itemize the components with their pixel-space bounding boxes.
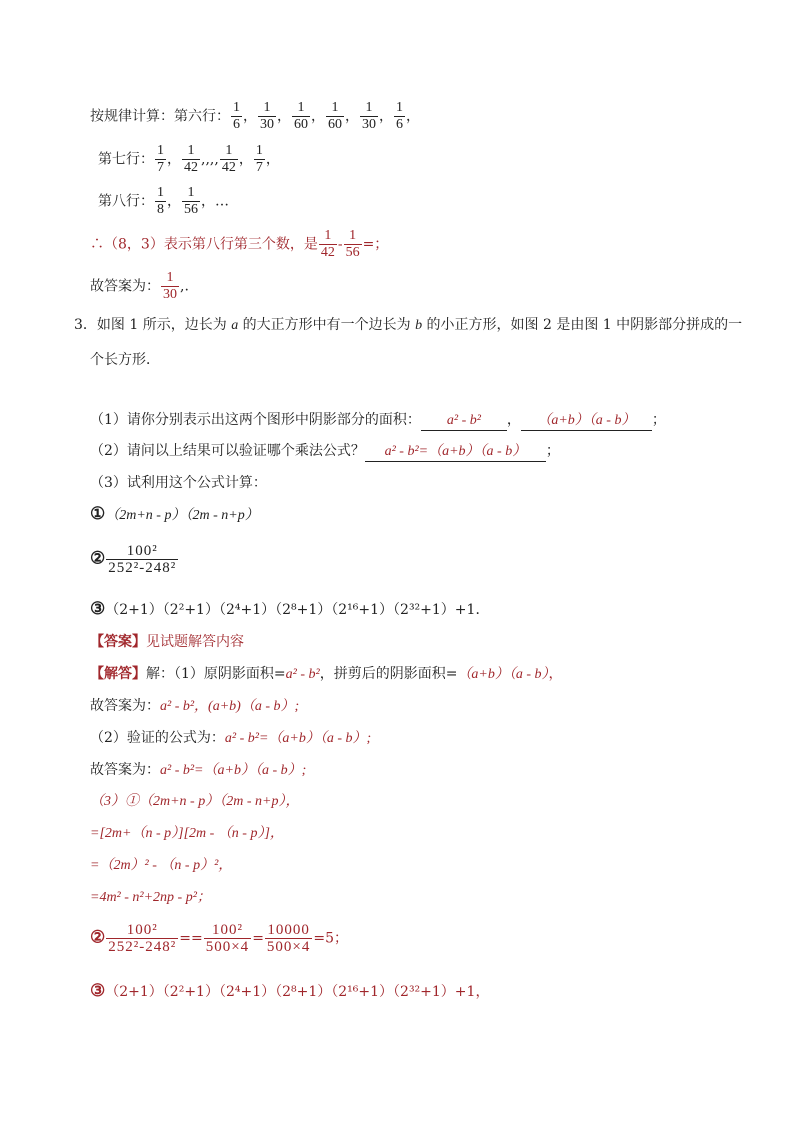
equals-sign: == [179, 930, 203, 947]
answer-tag: 【答案】 [90, 634, 146, 650]
result: =5； [313, 930, 349, 947]
fraction: $\frac{1}{6}$ [396, 100, 403, 132]
solution-text: 故答案为： [90, 762, 160, 778]
part-2 [90, 442, 560, 462]
expression-1: （2m+n - p）（2m - n+p） [105, 508, 259, 523]
fraction: $\frac{1}{42}$ [221, 143, 236, 175]
solution-text: （2）验证的公式为： [90, 730, 225, 746]
circle-3-icon: ③ [90, 599, 106, 619]
fraction: $\frac{1}{56}$ [184, 185, 198, 217]
solution-expr: =[2m+（n - p）][2m - （n - p）]， [90, 826, 284, 841]
solution-line-2 [90, 697, 299, 716]
part-1 [90, 411, 666, 431]
solution-tag: 【解答】 [90, 666, 146, 682]
solution-expr: a² - b²，(a+b)（a - b）; [160, 699, 300, 714]
fraction: $\frac{10000}{500\times 4}$ [266, 922, 311, 955]
fraction: $\frac{1}{42}$ [184, 143, 198, 175]
line-sixth-row: 按规律计算：第六行： $\frac{1}{6}$ ， $\frac{1}{30}$ ， $\frac{1}{60}$ ， $\frac{1}{60}$ ， $\frac{1}{30}$ ， $\frac{1}{6}$ ， [90, 100, 420, 132]
solution-line-3 [90, 729, 371, 748]
line-eighth-row: 第八行： $\frac{1}{8}$ ， $\frac{1}{56}$ ，… [98, 185, 229, 217]
fraction: $\frac{1}{30}$ [260, 100, 274, 132]
sub-2 [90, 543, 179, 576]
circle-1-icon: ① [90, 504, 106, 524]
line-answer-prev [90, 270, 189, 303]
circle-3-icon: ③ [90, 981, 106, 1001]
solution-expr: a² - b²=（a+b）（a - b）; [160, 763, 307, 778]
fraction: $\frac{1}{56}$ [345, 228, 360, 260]
row-seven-label: 第七行： [98, 151, 154, 168]
end-punct: ； [651, 412, 666, 428]
line-therefore [90, 228, 388, 261]
row-six-label: 按规律计算：第六行： [90, 108, 230, 125]
solution-expr: （a+b）（a - b） [457, 667, 549, 682]
fraction: $\frac{1}{60}$ [294, 100, 308, 132]
answer-blank-1: a² - b² [421, 412, 507, 431]
solution-line-7 [90, 857, 232, 875]
solution-expr: a² - b² [285, 667, 320, 682]
fraction: $\frac{1}{30}$ [163, 270, 177, 302]
line-seventh-row: 第七行： $\frac{1}{7}$ ， $\frac{1}{42}$ ,,,, $\frac{1}{42}$ ， $\frac{1}{7}$ ， [98, 143, 280, 175]
row-eight-label: 第八行： [98, 193, 154, 210]
fraction: $\frac{1}{42}$ [320, 228, 335, 260]
solution-line-10 [90, 982, 489, 1001]
solution-text: 解：（1）原阴影面积= [146, 666, 286, 682]
question-text: 个长方形． [90, 352, 160, 368]
answer-text: 见试题解答内容 [146, 634, 244, 650]
solution-line-8 [90, 889, 211, 907]
answer-prefix: 故答案为： [90, 278, 160, 295]
solution-line-4 [90, 761, 306, 780]
question-text: 的小正方形，如图 2 是由图 1 中阴影部分拼成的一 [422, 317, 743, 333]
fraction: $\frac{1}{8}$ [157, 185, 164, 217]
fraction: $\frac{\text{100²}}{\text{252²-248²}}$ [108, 543, 177, 576]
part-1-prompt: （1）请你分别表示出这两个图形中阴影部分的面积： [90, 412, 421, 428]
therefore-text: ∴（8，3）表示第八行第三个数，是 [90, 236, 318, 253]
answer-line [90, 633, 244, 651]
sub-3 [90, 600, 489, 619]
fraction: $\frac{1}{60}$ [328, 100, 342, 132]
solution-line-5 [90, 793, 299, 811]
fraction: $\frac{1}{7}$ [255, 143, 263, 175]
fraction: $\frac{1}{30}$ [362, 100, 376, 132]
fraction: $\frac{1}{6}$ [233, 100, 240, 132]
solution-line-6 [90, 825, 284, 843]
question-3-line2 [90, 351, 160, 369]
part-3-prompt: （3）试利用这个公式计算： [90, 475, 267, 491]
circle-2-icon: ② [90, 548, 106, 569]
separator: ， [506, 412, 521, 428]
solution-text: ，拼剪后的阴影面积= [319, 666, 458, 682]
expression-3: （2+1）（2²+1）（2⁴+1）（2⁸+1）（2¹⁶+1）（2³²+1）+1． [105, 602, 490, 618]
equals-tail: =； [362, 236, 389, 253]
solution-expr: =（2m）² - （n - p）²， [90, 858, 233, 873]
solution-expr: （3）①（2m+n - p）（2m - n+p）， [90, 794, 300, 809]
question-3-line1 [74, 316, 742, 335]
minus-sign: - [337, 236, 343, 253]
solution-line-9 [90, 922, 348, 955]
solution-expr: =4m² - n²+2np - p²； [90, 890, 211, 905]
equals-sign: = [252, 930, 264, 947]
solution-line-1 [90, 665, 563, 684]
sub-1 [90, 505, 259, 525]
ellipsis-commas: ,,,, [201, 151, 219, 168]
question-text: 的大正方形中有一个边长为 [238, 317, 416, 333]
end-punct: ， [548, 666, 563, 682]
fraction: $\frac{\text{100²}}{500\times 4}$ [205, 922, 250, 955]
ellipsis: … [215, 193, 229, 210]
question-number: 3． [74, 317, 97, 333]
fraction: $\frac{1}{7}$ [157, 143, 164, 175]
var-b: b [415, 318, 423, 333]
circle-2-icon: ② [90, 927, 106, 948]
answer-tail: ,. [180, 278, 189, 295]
answer-blank-3: a² - b²=（a+b）（a - b） [365, 443, 546, 462]
end-punct: ； [545, 443, 560, 459]
question-text: 如图 1 所示，边长为 [96, 317, 232, 333]
solution-expr: （2+1）（2²+1）（2⁴+1）（2⁸+1）（2¹⁶+1）（2³²+1）+1， [105, 984, 490, 1000]
var-a: a [231, 318, 239, 333]
part-2-prompt: （2）请问以上结果可以验证哪个乘法公式？ [90, 443, 365, 459]
answer-blank-2: （a+b）（a - b） [521, 412, 652, 431]
solution-expr: a² - b²=（a+b）（a - b）; [224, 731, 372, 746]
solution-text: 故答案为： [90, 698, 160, 714]
fraction: $\frac{\text{100²}}{\text{252²-248²}}$ [108, 922, 177, 955]
part-3 [90, 474, 267, 492]
